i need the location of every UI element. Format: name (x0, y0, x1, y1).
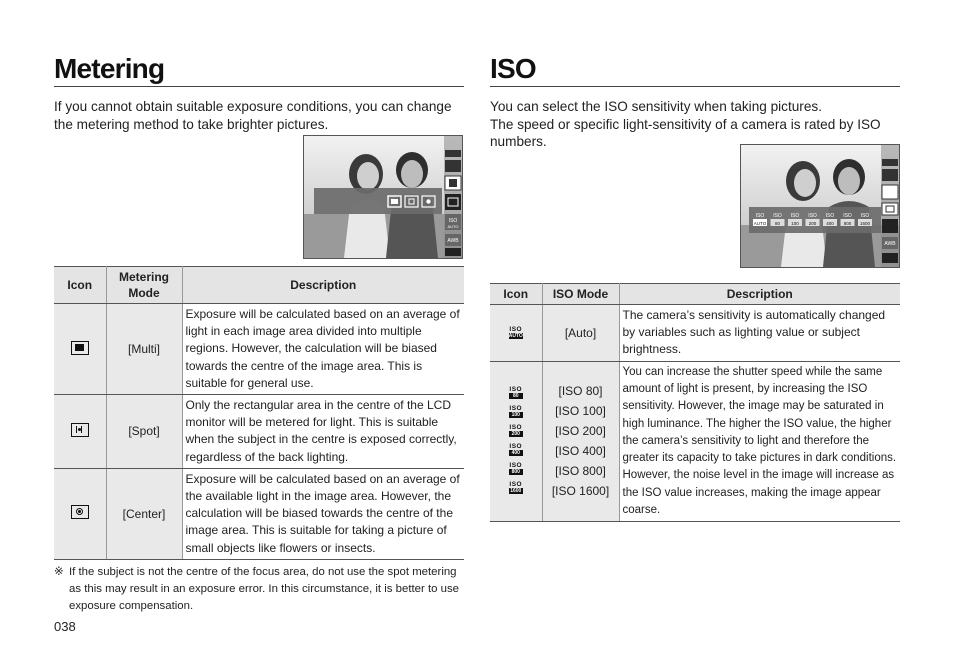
lcd-iso-value: 100 (791, 221, 799, 226)
metering-title: Metering (54, 54, 464, 87)
table-row (490, 305, 900, 362)
iso-80-icon: ISO 80 (509, 386, 523, 400)
iso-mode-item: [ISO 400] (555, 444, 606, 459)
iso-manual-mode-list (546, 381, 616, 501)
page-number: 038 (54, 619, 76, 634)
metering-lcd-preview (303, 135, 463, 259)
lcd-side-iso-bottom: AUTO (447, 224, 459, 229)
lcd-side-iso-top: ISO (448, 218, 458, 224)
table-row (54, 304, 464, 395)
iso-mode-item: [ISO 80] (558, 384, 603, 399)
lcd-iso-label: ISO (755, 213, 765, 219)
iso-title: ISO (490, 54, 900, 87)
metering-mode-center: [Center] (106, 468, 182, 559)
metering-header-description: Description (182, 267, 464, 304)
lcd-iso-label: ISO (860, 213, 870, 219)
iso-header-mode: ISO Mode (542, 284, 619, 305)
iso-header-icon: Icon (490, 284, 542, 305)
iso-400-icon: ISO 400 (509, 443, 523, 457)
iso-1600-icon: ISO 1600 (509, 481, 523, 495)
lcd-side-awb: AWB (447, 238, 459, 244)
metering-header-mode: Metering Mode (106, 267, 182, 304)
iso-800-icon: ISO 800 (509, 462, 523, 476)
multi-metering-icon (71, 341, 89, 355)
iso-auto-icon: ISO AUTO (508, 325, 523, 339)
metering-mode-spot: [Spot] (106, 395, 182, 469)
table-row (54, 468, 464, 559)
metering-intro: If you cannot obtain suitable exposure conditions, you can change the metering method to take brighter pictures. (54, 99, 452, 132)
lcd-iso-label: ISO (773, 213, 782, 219)
lcd-iso-value: 1600 (859, 221, 871, 226)
lcd-iso-label: ISO (843, 213, 852, 219)
iso-lcd-preview (740, 144, 900, 268)
lcd-side-awb-iso: AWB (884, 241, 896, 247)
iso-mode-auto: [Auto] (542, 305, 619, 362)
note-mark: ※ (54, 566, 64, 578)
iso-header-description: Description (619, 284, 900, 305)
metering-desc-multi: Exposure will be calculated based on an average of light in each image area divided into multiple regions. However, the calculation will be biased towards the centre of the image area. This is suitable for general use. (182, 304, 464, 395)
lcd-iso-value: 400 (826, 221, 834, 226)
iso-mode-item: [ISO 200] (555, 424, 606, 439)
table-row (54, 395, 464, 469)
center-metering-icon (71, 505, 89, 519)
iso-mode-item: [ISO 100] (555, 404, 606, 419)
iso-intro-line1: You can select the ISO sensitivity when taking pictures. (490, 99, 822, 114)
metering-note-text: If the subject is not the centre of the focus area, do not use the spot metering as this may result in an exposure error. In this circumstance, it is better to use exposure compensation. (69, 566, 459, 612)
metering-table (54, 266, 464, 560)
iso-intro-line2: The speed or specific light-sensitivity of a camera is rated by ISO numbers. (490, 116, 881, 149)
lcd-iso-value: 200 (808, 221, 817, 226)
iso-table (490, 283, 900, 522)
lcd-iso-label: ISO (825, 213, 835, 219)
iso-manual-icon-list (493, 383, 539, 499)
iso-desc-auto: The camera’s sensitivity is automatically changed by variables such as lighting value or subject brightness. (619, 305, 900, 362)
iso-desc-manual: You can increase the shutter speed while the same amount of light is present, by increasing the ISO sensitivity. However, the image may be saturated in high luminance. The higher the ISO value, the higher the camera’s sensitivity to light and therefore the greater its capacity to take pictures in dark conditions. However, the noise level in the image will increase as the ISO value increases, making the image appear coarse. (619, 361, 900, 522)
metering-desc-spot: Only the rectangular area in the centre of the LCD monitor will be metered for light. This is suitable when the subject in the centre is exposed correctly, regardless of the back lighting. (182, 395, 464, 469)
metering-note (54, 564, 464, 615)
metering-desc-center: Exposure will be calculated based on an average of the available light in the image area. However, the calculation will be biased towards the centre of the image area. This is suitable for taking a picture of small objects like flowers or insects. (182, 468, 464, 559)
iso-intro (490, 98, 900, 151)
lcd-iso-value: AUTO (753, 221, 767, 226)
iso-mode-item: [ISO 1600] (551, 484, 610, 499)
lcd-iso-label: ISO (790, 213, 800, 219)
lcd-iso-value: 80 (774, 221, 781, 226)
iso-100-icon: ISO 100 (509, 405, 523, 419)
metering-header-icon: Icon (54, 267, 106, 304)
iso-mode-item: [ISO 800] (555, 464, 606, 479)
table-row (490, 361, 900, 522)
spot-metering-icon (71, 423, 89, 437)
lcd-iso-value: 800 (843, 221, 852, 226)
iso-200-icon: ISO 200 (509, 424, 523, 438)
metering-mode-multi: [Multi] (106, 304, 182, 395)
lcd-iso-label: ISO (808, 213, 817, 219)
